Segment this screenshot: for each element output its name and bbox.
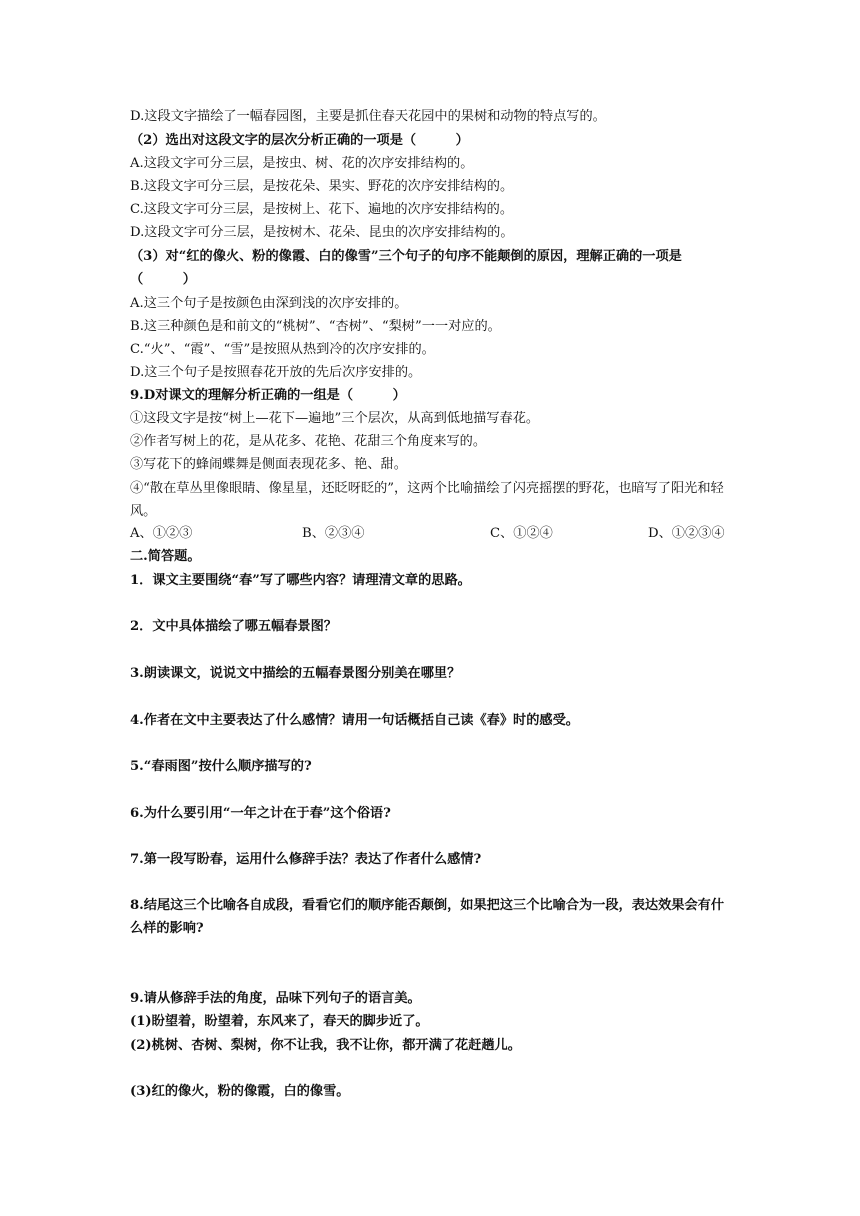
q9-statement-4: ④“散在草丛里像眼睛、像星星，还眨呀眨的”，这两个比喻描绘了闪亮摇摆的野花，也暗写了阳光和轻风。 [130,481,724,519]
q2-option-b: B.这段文字可分三层，是按花朵、果实、野花的次序安排结构的。 [130,179,514,194]
q3-option-a: A.这三个句子是按颜色由深到浅的次序安排的。 [130,296,408,311]
q9-choice-d: D、①②③④ [648,526,725,541]
question-9-d: 9.D对课文的理解分析正确的一组是（ ） [130,388,406,403]
q9-choice-a: A、①②③ [130,526,193,541]
q3-option-b: B.这三种颜色是和前文的“桃树”、“杏树”、“梨树”一一对应的。 [130,319,501,334]
short-answer-2: 2．文中具体描绘了哪五幅春景图？ [130,619,337,634]
sentence-3: (3)红的像火，粉的像霞，白的像雪。 [130,1084,350,1099]
short-answer-6: 6.为什么要引用“一年之计在于春”这个俗语? [130,806,391,821]
q9-choice-c: C、①②④ [490,526,553,541]
short-answer-8: 8.结尾这三个比喻各自成段，看看它们的顺序能否颠倒，如果把这三个比喻合为一段，表达效果会有什么样的影响? [130,898,725,936]
q2-option-d: D.这段文字可分三层，是按树木、花朵、昆虫的次序安排结构的。 [130,225,514,240]
short-answer-5: 5.“春雨图”按什么顺序描写的? [130,759,312,774]
short-answer-4: 4.作者在文中主要表达了什么感情？请用一句话概括自己读《春》时的感受。 [130,713,579,728]
question-2: （2）选出对这段文字的层次分析正确的一项是（ ） [130,133,469,148]
q9-statement-2: ②作者写树上的花，是从花多、花艳、花甜三个角度来写的。 [130,434,487,449]
q3-option-c: C.“火”、“霞”、“雪”是按照从热到冷的次序安排的。 [130,342,435,357]
q9-statement-3: ③写花下的蜂闹蝶舞是侧面表现花多、艳、甜。 [130,457,407,472]
q2-option-c: C.这段文字可分三层，是按树上、花下、遍地的次序安排结构的。 [130,202,514,217]
q2-option-a: A.这段文字可分三层，是按虫、树、花的次序安排结构的。 [130,156,474,171]
q9-statement-1: ①这段文字是按“树上—花下—遍地”三个层次，从高到低地描写春花。 [130,411,540,426]
short-answer-9: 9.请从修辞手法的角度，品味下列句子的语言美。 [130,991,421,1006]
q9-choices [130,523,734,545]
short-answer-7: 7.第一段写盼春，运用什么修辞手法？表达了作者什么感情? [130,852,482,867]
q9-choice-b: B、②③④ [302,526,365,541]
sentence-2: (2)桃树、杏树、梨树，你不让我，我不让你，都开满了花赶趟儿。 [130,1038,521,1053]
short-answer-3: 3.朗读课文，说说文中描绘的五幅春景图分别美在哪里？ [130,666,461,681]
q1-option-d: D.这段文字描绘了一幅春园图，主要是抓住春天花园中的果树和动物的特点写的。 [130,109,606,124]
sentence-1: (1)盼望着，盼望着，东风来了，春天的脚步近了。 [130,1014,429,1029]
short-answer-1: 1．课文主要围绕“春”写了哪些内容？请理清文章的思路。 [130,573,471,588]
q3-option-d: D.这三个句子是按照春花开放的先后次序安排的。 [130,365,422,380]
section-heading: 二.简答题。 [130,549,201,564]
question-3: （3）对“红的像火、粉的像霞、白的像雪”三个句子的句序不能颠倒的原因，理解正确的一项是（ ） [130,249,682,287]
